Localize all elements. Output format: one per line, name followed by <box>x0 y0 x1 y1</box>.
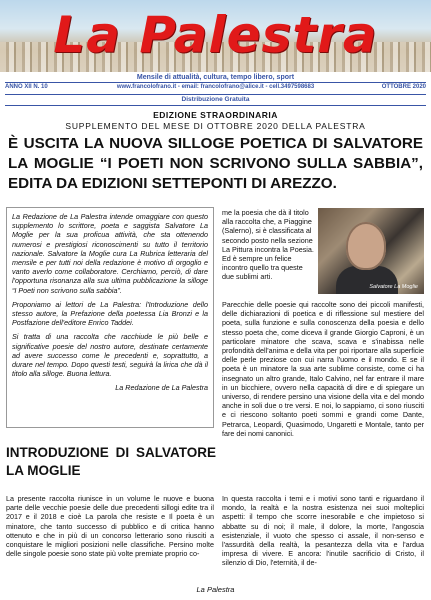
section-title <box>6 444 216 480</box>
introduction-column-left <box>6 494 214 558</box>
article-text: me la poesia che dà il titolo alla raccolta che, a Piaggine (Salerno), si è classificata al secondo posto nella sezione La Pittura incontra la Poesia. Ed è sempre un felice incontro quello tra queste due sublimi arti. <box>222 208 314 282</box>
headline: È USCITA LA NUOVA SILLOGE POETICA DI SALVATORE LA MOGLIE “I POETI NON SCRIVONO SULLA SABBIA”, EDITA DA EDIZIONI SETTEPONTI DI AREZZO. <box>8 135 423 192</box>
section-title-line: LA MOGLIE <box>6 463 81 478</box>
editorial-paragraph: Proponiamo ai lettori de La Palestra: l'Introduzione dello stesso autore, la Prefazione della poetessa Lia Bronzi e la Postfazione dell'editore Enrico Taddei. <box>12 299 208 328</box>
article-column-right <box>222 300 424 438</box>
article-text: In questa raccolta i temi e i motivi sono tanti e riguardano il mondo, la realtà e la nostra esistenza nei suoi molteplici aspetti: il tempo che scorre inesorabile e che impietoso si abbatte su di noi; il male, il dolore, la morte, l'angoscia esistenziale, il vuoto che spesso ci assale, il non-senso e l'assurdità della realtà, la pesantezza della vita e l'ardua impresa di vivere. E ancora: l'inutile sacrificio di Cristo, il silenzio di Dio, l'eternità, il de- <box>222 494 424 568</box>
editorial-paragraph: Si tratta di una raccolta che racchiude le più belle e significative poesie del nostro autore, destinate certamente ad avere successo come le precedenti e, soprattutto, a durare nel tempo. Dopo questi testi, seguirà la lirica che dà il titolo alla silloge. Buona lettura. <box>12 332 208 379</box>
article-text: Parecchie delle poesie qui raccolte sono dei piccoli manifesti, delle dichiarazioni di poetica e di riflessione sul mestiere del poeta, sulla funzione e sulla conoscenza della poesia e dello stesso poeta che, come diceva il grande Giorgio Caproni, è un particolare minatore che scava, scava e s'inabissa nelle profondità dell'anima e della vita per poi riportare alla superficie delle perle preziose con cui narra l'uomo e il mondo. E se il poeta è un minatore la sua arte sublime consiste, come ci ha insegnato un altro grande, Italo Calvino, nel far entrare il mare in un bicchiere, ovvero nella capacità di dire e di spiegare un universo, di rendere persino una visione della vita e del mondo anche in soli due o tre versi. E noi, lo sappiamo, ci sono riusciti e ci riescono soltanto poeti sommi e grandi come Dante, Petrarca, Leopardi, Quasimodo, Ungaretti e Montale, tanto per fare dei nomi canonici. <box>222 300 424 438</box>
supplement-label: SUPPLEMENTO DEL MESE DI OTTOBRE 2020 DELLA PALESTRA <box>65 121 366 131</box>
divider <box>5 82 426 83</box>
editorial-paragraph: La Redazione de La Palestra intende omaggiare con questo supplemento lo scrittore, poeta e saggista Salvatore La Moglie per la sua proficua attività, che sta ottenendo numerosi e prestigiosi riconoscimenti su tutto il territorio nazionale. Salvatore la Moglie cura La Rubrica letteraria del mensile e per tutti noi della redazione è motivo di orgoglio e vanto averlo come collaboratore. Cerchiamo, perciò, di dare l'opportuna risonanza alla sua ultima pubblicazione la silloge “I Poeti non scrivono sulla sabbia”. <box>12 212 208 295</box>
article-column-top <box>222 208 314 282</box>
photo-caption: Salvatore La Moglie <box>369 284 418 290</box>
issue-number: ANNO XII N. 10 <box>5 84 48 90</box>
author-photo <box>318 208 424 294</box>
editorial-box <box>6 207 214 428</box>
issue-date: OTTOBRE 2020 <box>381 84 426 90</box>
distribution-note: Distribuzione Gratuita <box>181 96 250 103</box>
contacts[interactable]: www.francolofrano.it - email: francolofrano@alice.it - cell.3497598683 <box>116 84 315 90</box>
photo-face <box>346 222 386 270</box>
divider <box>5 105 426 106</box>
editorial-signature: La Redazione de La Palestra <box>115 383 208 393</box>
newspaper-logo: La Palestra <box>53 6 378 64</box>
masthead-subtitle: Mensile di attualità, cultura, tempo libero, sport <box>136 74 295 81</box>
info-bar <box>5 84 426 93</box>
article-text: La presente raccolta riunisce in un volume le nuove e buona parte delle vecchie poesie delle due precedenti sillogi edite tra il 2017 e il 2018 e cioè La parola che resiste e Il poeta è un minatore, che tanto successo di pubblico e di critica hanno ottenuto e che in più di un concorso letterario sono riusciti a conquistare le migliori posizioni nelle classifiche. Persino molte delle singole poesie sono state più volte premiate proprio co- <box>6 494 214 559</box>
section-title-line: INTRODUZIONE DI SALVATORE <box>6 445 216 460</box>
divider <box>5 94 426 95</box>
page-footer: La Palestra <box>196 585 235 594</box>
introduction-column-right <box>222 494 424 568</box>
masthead-banner <box>0 0 431 72</box>
edition-label: EDIZIONE STRAORDINARIA <box>153 110 278 120</box>
